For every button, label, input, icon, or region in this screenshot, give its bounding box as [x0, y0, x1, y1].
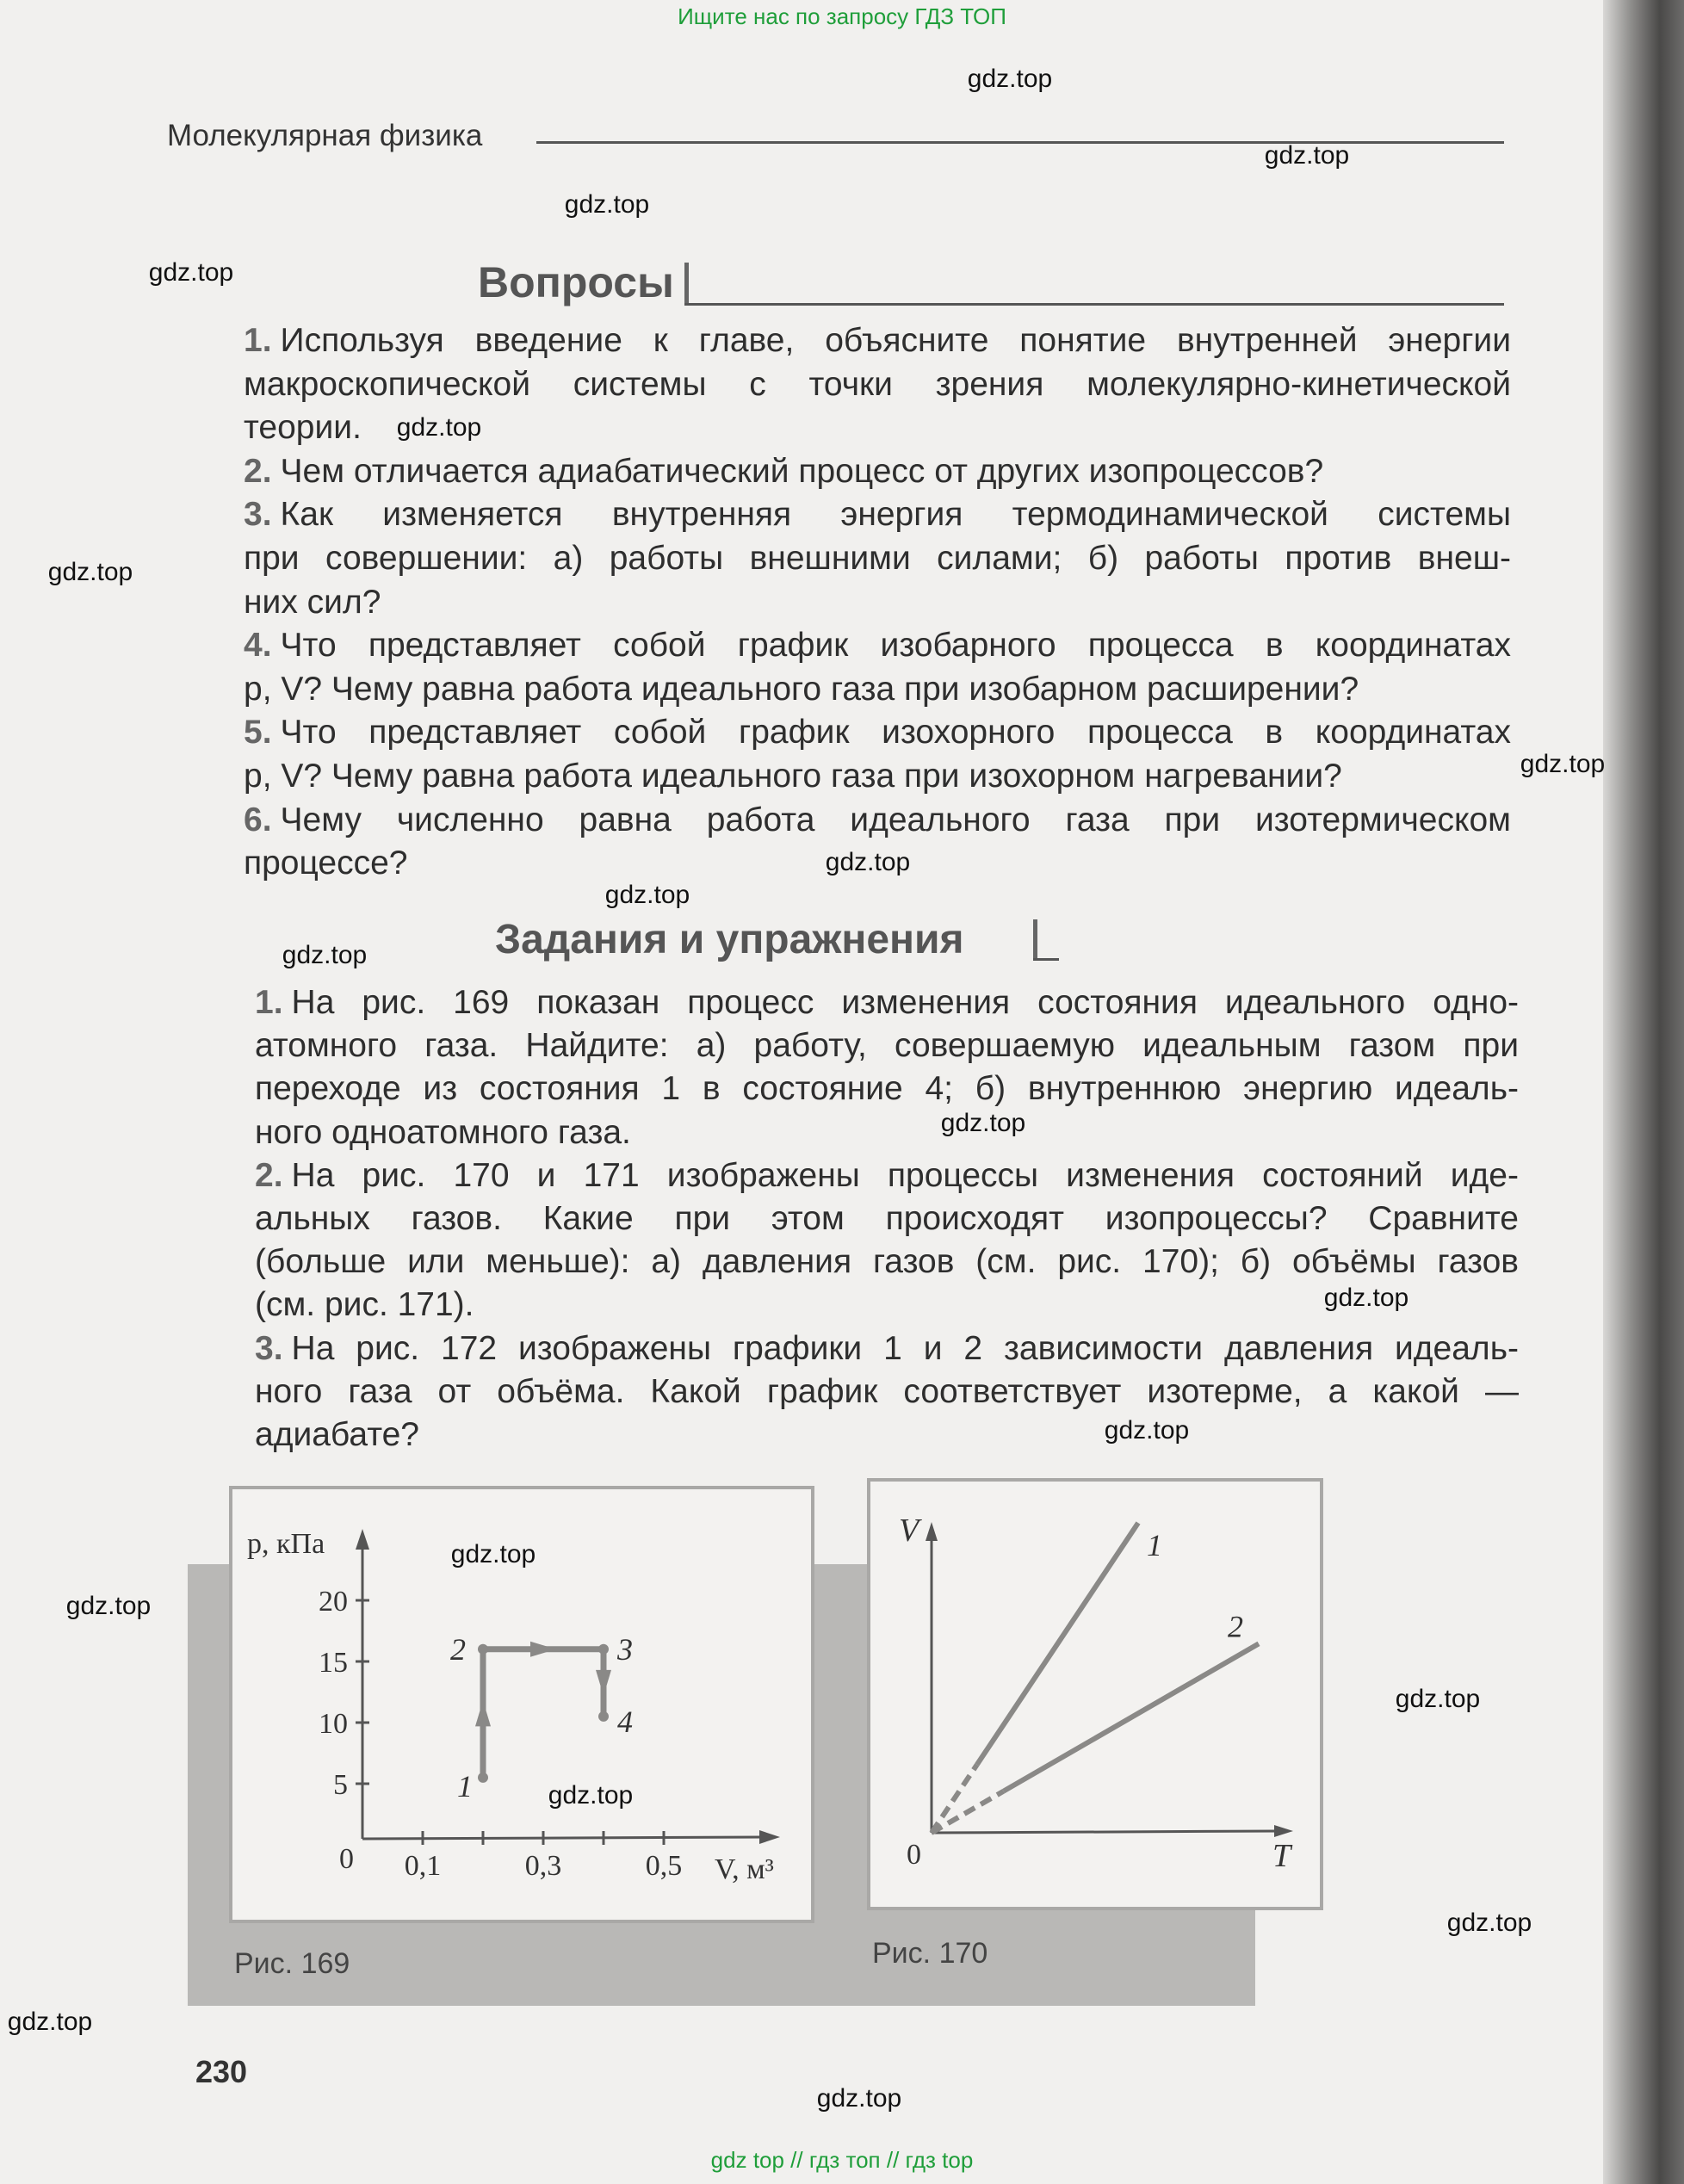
watermark-text: gdz.top: [65, 1592, 152, 1620]
watermark-text: gdz.top: [1446, 1909, 1532, 1937]
footer-links[interactable]: gdz top // гдз топ // гдз top: [710, 2147, 974, 2173]
figure-170-caption: Рис. 170: [872, 1937, 988, 1970]
x-axis-arrow-icon: [759, 1830, 780, 1844]
question-text: p, V? Чему равна работа идеального газа при изобарном расширении?: [244, 670, 1359, 708]
question-number: 2.: [244, 452, 272, 490]
y-axis-arrow-icon: [926, 1522, 938, 1541]
figure-170-chart: [899, 1513, 1293, 1874]
task-text: переходе из состояния 1 в состояние 4; б) внутреннюю энергию идеаль-: [255, 1070, 1519, 1108]
question-text: Что представляет собой график изобарного процесса в координатах: [280, 627, 1511, 665]
x-tick-label: 0,3: [524, 1850, 562, 1882]
figure-169-caption: Рис. 169: [234, 1947, 350, 1980]
state-point: [478, 1773, 488, 1783]
page-number: 230: [195, 2054, 248, 2089]
question-text: Как изменяется внутренняя энергия термодинамической системы: [280, 496, 1511, 534]
question-number: 4.: [244, 627, 272, 665]
watermark-text: gdz.top: [564, 190, 650, 219]
x-axis-label: V, м³: [715, 1853, 774, 1885]
task-text: альных газов. Какие при этом происходят изопроцессы? Сравните: [255, 1200, 1519, 1237]
watermark-text: gdz.top: [450, 1540, 536, 1568]
question-text: Чему численно равна работа идеального газа при изотермическом: [280, 801, 1511, 838]
y-tick-label: 10: [319, 1708, 348, 1740]
watermark-text: gdz.top: [816, 2084, 902, 2113]
series-label: 1: [1147, 1528, 1162, 1562]
watermark-text: gdz.top: [396, 413, 482, 442]
task-text: (см. рис. 171).: [255, 1286, 474, 1324]
task-number: 3.: [255, 1329, 283, 1367]
origin-label: 0: [907, 1839, 921, 1871]
state-point-label: 4: [617, 1704, 633, 1739]
state-point-label: 1: [457, 1768, 473, 1804]
tasks-heading: Задания и упражнения: [495, 917, 964, 962]
watermark-text: gdz.top: [47, 558, 133, 586]
y-axis-label: p, кПа: [247, 1528, 325, 1560]
x-axis: [932, 1831, 1278, 1833]
task-text: (больше или меньше): а) давления газов (см. рис. 170); б) объёмы газов: [255, 1243, 1519, 1281]
question-text: них сил?: [244, 583, 381, 621]
figure-169-chart: [247, 1528, 780, 1885]
question-text: теории.: [244, 409, 362, 447]
x-tick-label: 0,1: [404, 1850, 442, 1882]
direction-arrow-icon: [530, 1642, 556, 1657]
question-text: Чем отличается адиабатический процесс от других изопроцессов?: [280, 452, 1324, 490]
watermark-text: gdz.top: [940, 1109, 1026, 1137]
task-number: 1.: [255, 984, 283, 1021]
question-text: Используя введение к главе, объясните понятие внутренней энергии: [280, 322, 1511, 359]
y-tick-label: 5: [333, 1769, 348, 1801]
watermark-text: gdz.top: [548, 1781, 634, 1810]
y-axis-label: V: [899, 1513, 919, 1549]
direction-arrow-icon: [475, 1700, 491, 1726]
watermark-text: gdz.top: [1104, 1416, 1190, 1445]
questions-heading: Вопросы: [478, 258, 674, 306]
watermark-text: gdz.top: [967, 65, 1053, 93]
question-number: 5.: [244, 714, 272, 752]
x-axis-label: T: [1272, 1838, 1291, 1874]
watermark-text: gdz.top: [825, 848, 911, 876]
y-tick-label: 20: [319, 1586, 348, 1618]
watermark-text: gdz.top: [1264, 141, 1350, 170]
watermark-text: gdz.top: [282, 941, 368, 969]
direction-arrow-icon: [596, 1670, 611, 1696]
task-text: ного газа от объёма. Какой график соответствует изотерме, а какой —: [255, 1372, 1519, 1410]
question-text: макроскопической системы с точки зрения молекулярно-кинетической: [244, 365, 1511, 403]
state-point-label: 2: [450, 1631, 466, 1667]
y-axis-arrow-icon: [356, 1529, 369, 1550]
question-text: p, V? Чему равна работа идеального газа при изохорном нагревании?: [244, 758, 1342, 795]
x-tick-label: 0,5: [645, 1850, 683, 1882]
watermark-text: gdz.top: [604, 881, 690, 909]
state-point: [478, 1644, 488, 1655]
question-number: 3.: [244, 496, 272, 534]
watermark-text: gdz.top: [7, 2008, 93, 2036]
task-text: На рис. 169 показан процесс изменения состояния идеального одно-: [291, 984, 1519, 1021]
search-banner[interactable]: Ищите нас по запросу ГДЗ ТОП: [678, 3, 1006, 29]
y-tick-label: 15: [319, 1647, 348, 1679]
x-axis-arrow-icon: [1274, 1825, 1293, 1837]
task-text: ного одноатомного газа.: [255, 1113, 631, 1151]
question-text: процессе?: [244, 845, 408, 882]
question-number: 1.: [244, 322, 272, 359]
task-text: На рис. 170 и 171 изображены процессы изменения состояний иде-: [291, 1156, 1519, 1194]
series-label: 2: [1228, 1609, 1243, 1644]
watermark-text: gdz.top: [148, 258, 234, 287]
task-text: На рис. 172 изображены графики 1 и 2 зависимости давления идеаль-: [291, 1329, 1519, 1367]
origin-label: 0: [339, 1843, 354, 1875]
state-point: [598, 1644, 609, 1655]
question-number: 6.: [244, 801, 272, 838]
task-text: адиабате?: [255, 1416, 420, 1453]
state-point-label: 3: [617, 1631, 633, 1667]
question-text: при совершении: а) работы внешними силами; б) работы против внеш-: [244, 540, 1511, 577]
watermark-text: gdz.top: [1520, 750, 1606, 778]
watermark-text: gdz.top: [1395, 1685, 1481, 1713]
state-point: [598, 1711, 609, 1722]
task-text: атомного газа. Найдите: а) работу, совершаемую идеальным газом при: [255, 1027, 1519, 1065]
watermark-text: gdz.top: [1323, 1284, 1409, 1312]
question-text: Что представляет собой график изохорного процесса в координатах: [280, 714, 1511, 752]
running-head: Молекулярная физика: [167, 119, 483, 152]
task-number: 2.: [255, 1156, 283, 1194]
